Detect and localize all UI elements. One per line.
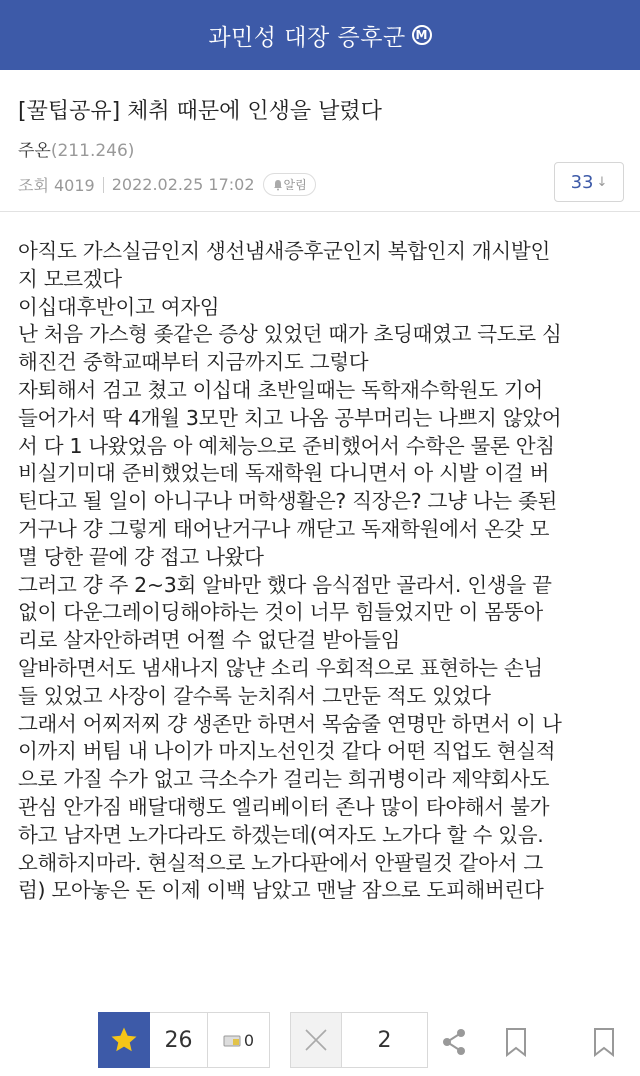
body-line: 없이 다운그레이딩해야하는 것이 너무 힘들었지만 이 몸뚱아 [18, 600, 543, 625]
body-line: 럼) 모아놓은 돈 이제 이백 남았고 맨날 잠으로 도피해버린다 [18, 878, 544, 903]
body-line: 그래서 어찌저찌 걍 생존만 하면서 목숨줄 연명만 하면서 이 나 [18, 711, 562, 736]
down-arrow-icon: ↓ [596, 174, 608, 190]
board-title[interactable]: 과민성 대장 증후군 [208, 24, 406, 51]
body-line: 그러고 걍 주 2~3회 알바만 했다 음식점만 골라서. 인생을 끝 [18, 572, 552, 597]
body-line: 난 처음 가스형 좆같은 증상 있었던 때가 초딩때였고 극도로 심 [18, 322, 562, 347]
body-line: 지 모르겠다 [18, 266, 122, 291]
star-icon [109, 1025, 139, 1055]
gift-icon [223, 1033, 241, 1047]
meta-divider [103, 177, 104, 193]
bookmark-icon [504, 1027, 528, 1057]
author-name[interactable]: 주온 [18, 141, 51, 161]
body-line: 멸 당한 끝에 걍 접고 나왔다 [18, 544, 264, 569]
comment-count-button[interactable] [554, 162, 624, 202]
body-line: 들 있었고 사장이 갈수록 눈치줘서 그만둔 적도 있었다 [18, 683, 491, 708]
body-line: 자퇴해서 검고 쳤고 이십대 초반일때는 독학재수학원도 기어 [18, 377, 543, 402]
body-line: 틴다고 될 일이 아니구나 머학생활은? 직장은? 그냥 나는 좆된 [18, 489, 557, 514]
alarm-label: 알림 [283, 178, 307, 192]
author-ip: (211.246) [50, 141, 135, 161]
view-count: 조회 4019 [18, 176, 95, 195]
bookmark-outline-icon [592, 1027, 616, 1057]
gift-count: 0 [243, 1030, 255, 1050]
body-line: 해진건 중학교때부터 지금까지도 그렇다 [18, 350, 369, 375]
body-line: 들어가서 딱 4개월 3모만 치고 나옴 공부머리는 나쁘지 않았어 [18, 405, 562, 430]
body-line: 오해하지마라. 현실적으로 노가다판에서 안팔릴것 같아서 그 [18, 850, 543, 875]
x-icon [303, 1027, 329, 1053]
downvote-button[interactable] [290, 1012, 342, 1068]
body-line: 아직도 가스실금인지 생선냄새증후군인지 복합인지 개시발인 [18, 239, 550, 263]
downvote-count: 2 [342, 1012, 428, 1068]
share-button[interactable] [436, 1024, 472, 1060]
bell-icon [272, 179, 284, 191]
body-line: 리로 살자안하려면 어쩔 수 없단걸 받아들임 [18, 628, 401, 653]
post-meta [18, 173, 316, 196]
post-body [18, 238, 628, 905]
post-header [0, 70, 640, 212]
body-line: 으로 가질 수가 없고 극소수가 걸리는 희귀병이라 제약회사도 [18, 767, 550, 792]
share-icon [439, 1027, 469, 1057]
body-line: 거구나 걍 그렇게 태어난거구나 깨닫고 독재학원에서 온갖 모 [18, 516, 550, 541]
alarm-button[interactable] [263, 173, 316, 196]
action-bar [98, 1012, 428, 1068]
body-line: 관심 안가짐 배달대행도 엘리베이터 존나 많이 타야해서 불가 [18, 794, 550, 819]
post-datetime: 2022.02.25 17:02 [111, 175, 255, 194]
bookmark-button[interactable] [586, 1024, 622, 1060]
scrap-button[interactable] [498, 1024, 534, 1060]
comment-count: 33 [570, 171, 594, 193]
body-line: 이십대후반이고 여자임 [18, 294, 220, 319]
body-line: 알바하면서도 냄새나지 않냔 소리 우회적으로 표현하는 손님 [18, 655, 543, 680]
board-header[interactable] [0, 0, 640, 70]
body-line: 서 다 1 나왔었음 아 예체능으로 준비했어서 수학은 물론 안침 [18, 433, 555, 458]
body-line: 하고 남자면 노가다라도 하겠는데(여자도 노가다 할 수 있음. [18, 822, 544, 847]
body-line: 비실기미대 준비했었는데 독재학원 다니면서 아 시발 이걸 버 [18, 461, 550, 486]
gift-button[interactable] [208, 1012, 270, 1068]
upvote-button[interactable] [98, 1012, 150, 1068]
minor-gallery-badge: M [412, 25, 432, 45]
post-title: [꿀팁공유] 체취 때문에 인생을 날렸다 [18, 99, 382, 124]
author-info[interactable] [18, 136, 134, 161]
body-line: 이까지 버팀 내 나이가 마지노선인것 같다 어떤 직업도 현실적 [18, 739, 556, 764]
upvote-count: 26 [150, 1012, 208, 1068]
